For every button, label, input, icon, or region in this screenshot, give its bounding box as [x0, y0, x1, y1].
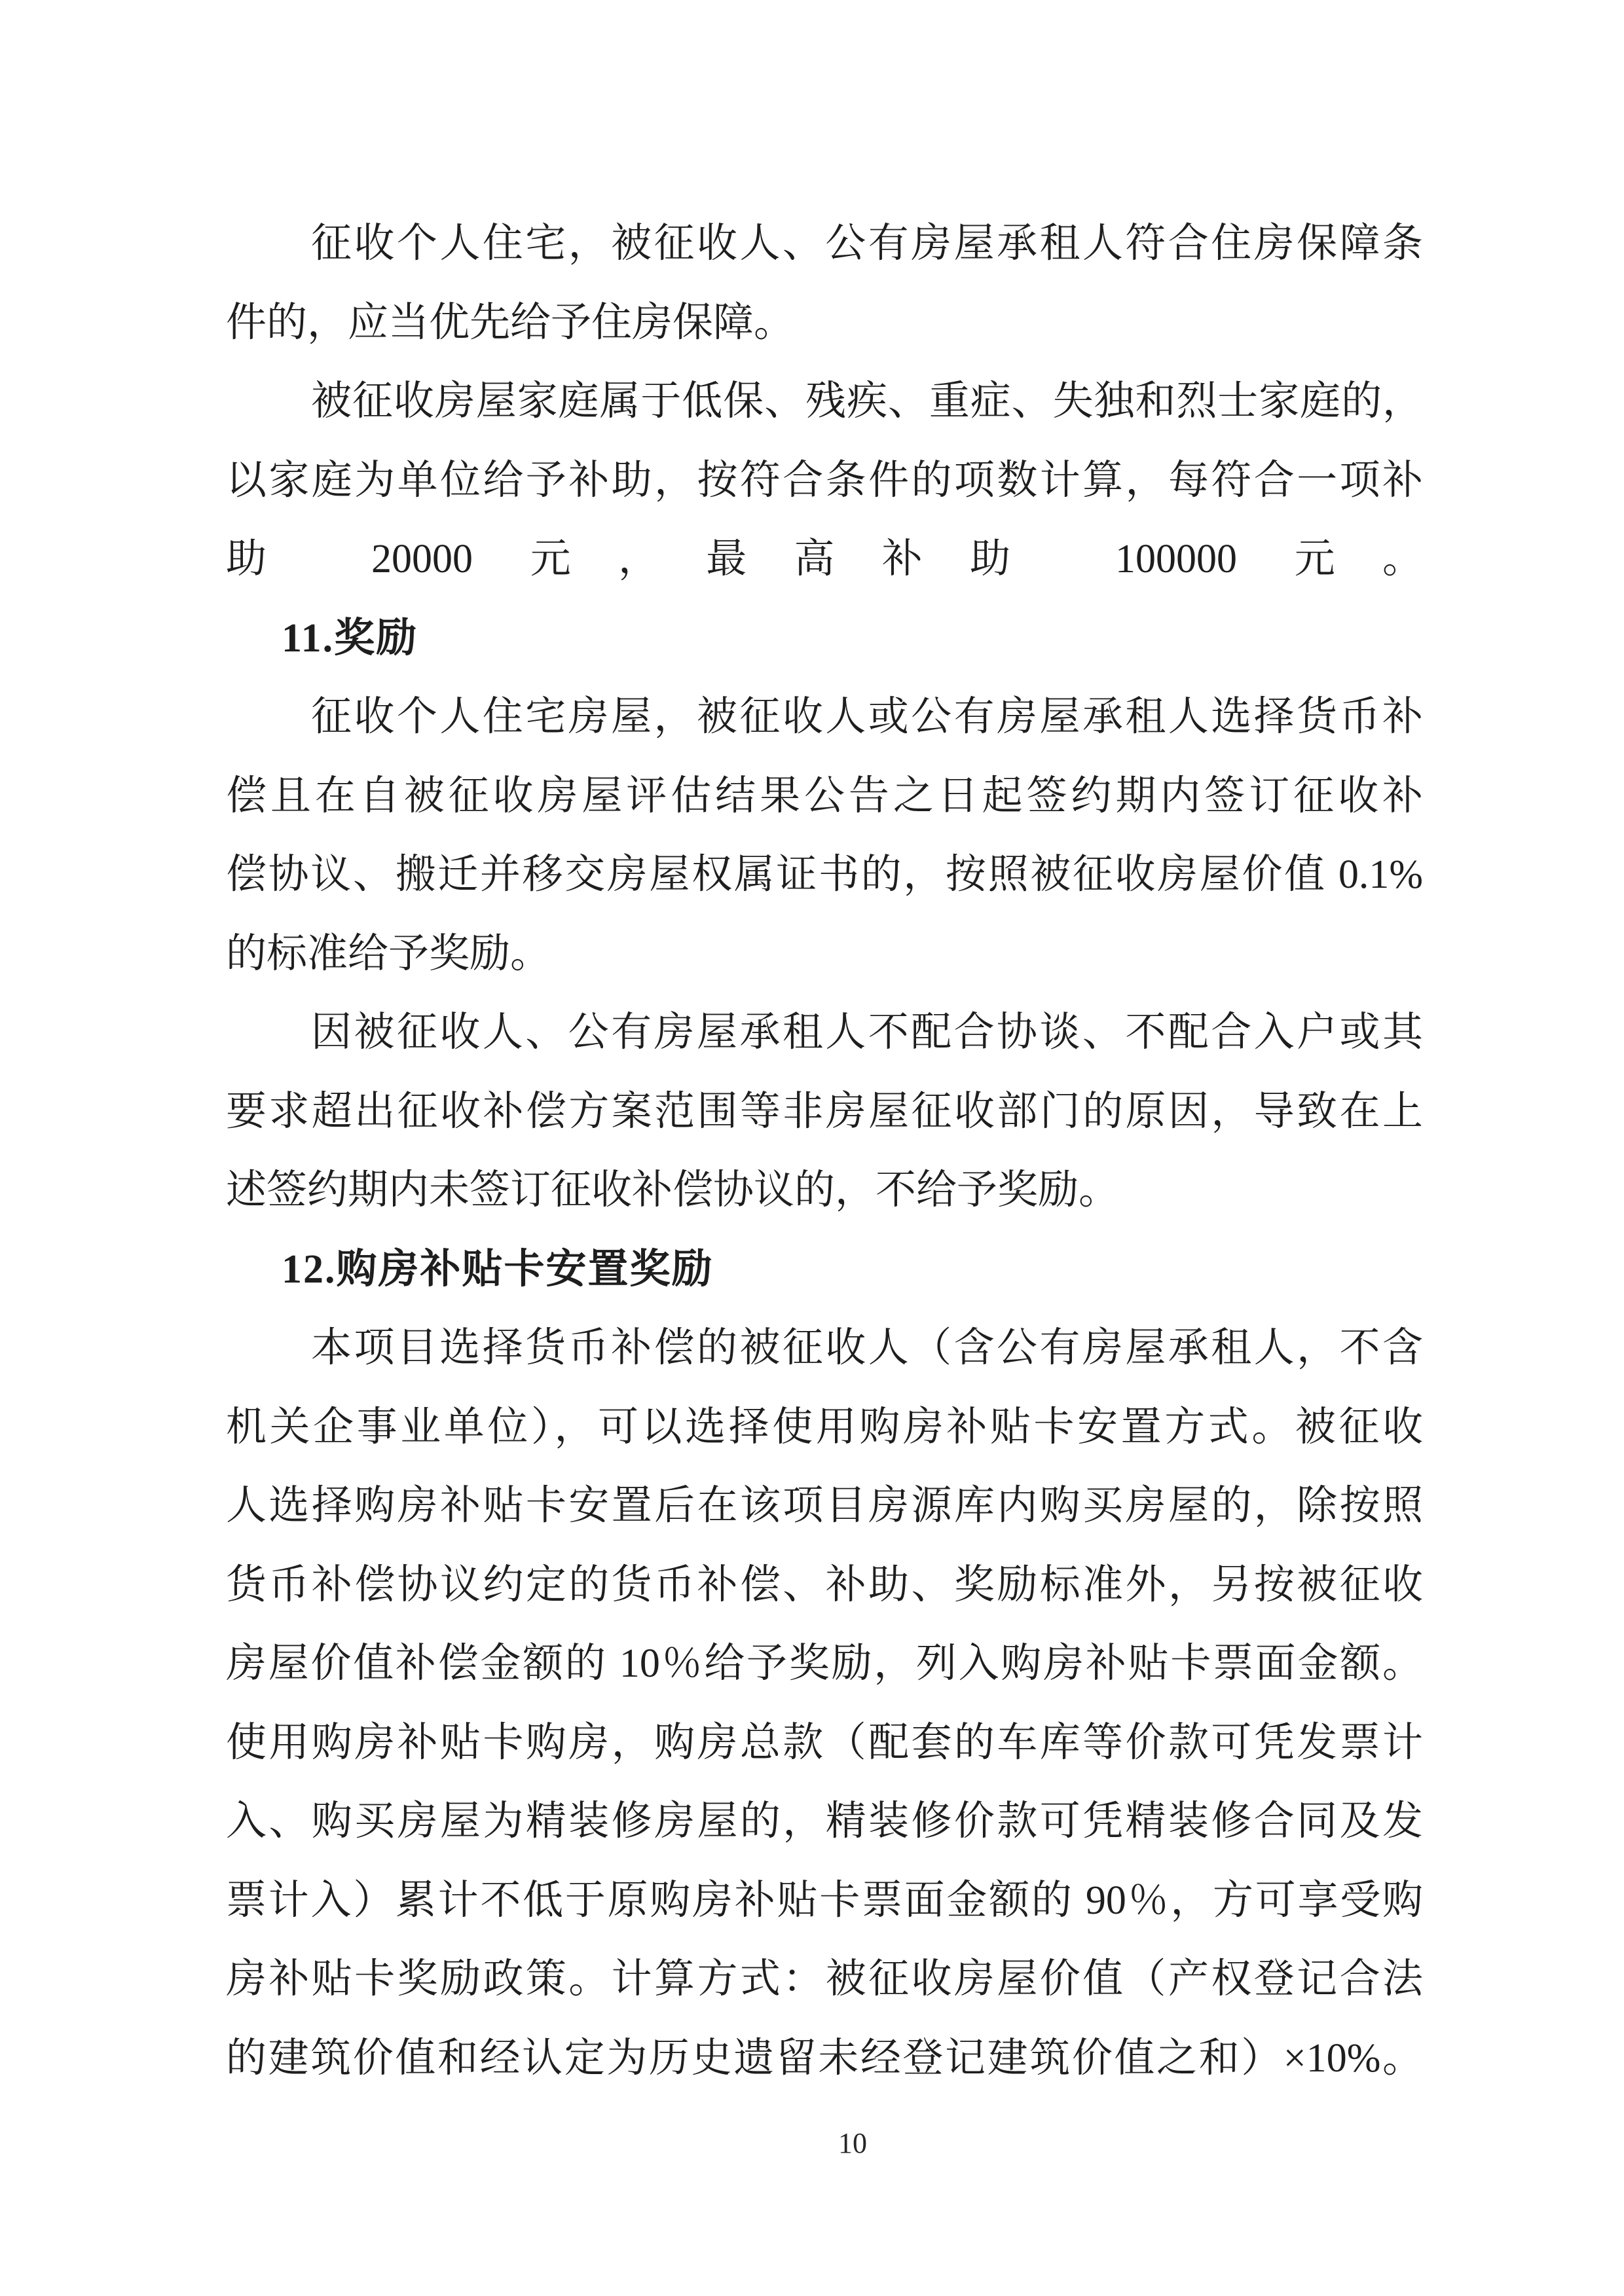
text-line: 本项目选择货币补偿的被征收人（含公有房屋承租人，不含	[311, 1326, 1423, 1370]
document-body	[226, 204, 1423, 2098]
text-line: 偿协议、搬迁并移交房屋权属证书的，按照被征收房屋价值 0.1%	[226, 852, 1423, 897]
text-line: 入、购买房屋为精装修房屋的，精装修价款可凭精装修合同及发	[226, 1799, 1423, 1844]
text-line: 征收个人住宅，被征收人、公有房屋承租人符合住房保障条	[311, 221, 1423, 266]
section-heading: 12.购房补贴卡安置奖励	[282, 1247, 714, 1292]
text-line: 助 20000 元，最高补助 100000 元。	[226, 537, 1423, 581]
text-line: 述签约期内未签订征收补偿协议的，不给予奖励。	[226, 1168, 1120, 1212]
text-line: 房补贴卡奖励政策。计算方式：被征收房屋价值（产权登记合法	[226, 1957, 1423, 2001]
text-line: 人选择购房补贴卡安置后在该项目房源库内购买房屋的，除按照	[226, 1484, 1423, 1528]
text-line: 征收个人住宅房屋，被征收人或公有房屋承租人选择货币补	[311, 695, 1423, 739]
page-number: 10	[838, 2127, 867, 2159]
text-line: 被征收房屋家庭属于低保、残疾、重症、失独和烈士家庭的，	[311, 379, 1423, 424]
text-line: 因被征收人、公有房屋承租人不配合协谈、不配合入户或其	[311, 1010, 1423, 1055]
text-line: 以家庭为单位给予补助，按符合条件的项数计算，每符合一项补	[226, 458, 1423, 503]
text-line: 的建筑价值和经认定为历史遗留未经登记建筑价值之和）×10%。	[226, 2035, 1423, 2081]
text-line: 房屋价值补偿金额的 10％给予奖励，列入购房补贴卡票面金额。	[226, 1641, 1423, 1686]
text-line: 要求超出征收补偿方案范围等非房屋征收部门的原因，导致在上	[226, 1089, 1423, 1134]
text-line: 使用购房补贴卡购房，购房总款（配套的车库等价款可凭发票计	[226, 1720, 1423, 1765]
text-line: 偿且在自被征收房屋评估结果公告之日起签约期内签订征收补	[226, 773, 1423, 818]
section-heading: 11.奖励	[282, 615, 418, 661]
text-line: 票计入）累计不低于原购房补贴卡票面金额的 90％，方可享受购	[226, 1878, 1423, 1923]
text-line: 机关企事业单位），可以选择使用购房补贴卡安置方式。被征收	[226, 1404, 1423, 1449]
text-line: 件的，应当优先给予住房保障。	[226, 300, 795, 345]
text-line: 的标准给予奖励。	[226, 931, 551, 976]
text-line: 货币补偿协议约定的货币补偿、补助、奖励标准外，另按被征收	[226, 1562, 1423, 1607]
